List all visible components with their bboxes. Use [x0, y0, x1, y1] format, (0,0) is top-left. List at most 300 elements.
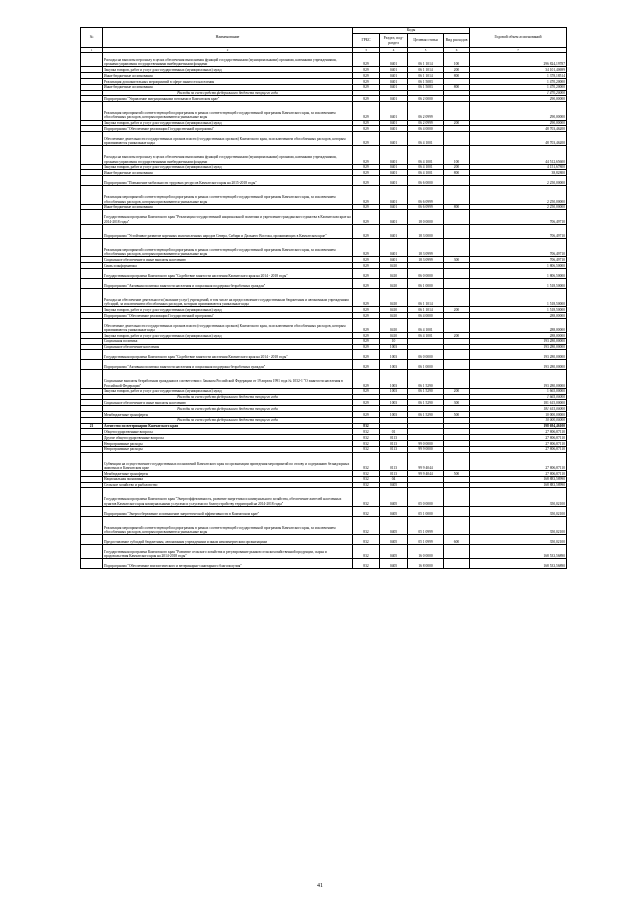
row-amount: 48 703,46200 [470, 132, 567, 146]
row-grbs: 829 [353, 102, 380, 120]
row-name: Реализация мероприятий соответствующей подпрограммы в рамках соответствующей государственной программы Камчатского края, за исключением обособленных расходов, которым присваиваются уникальные коды [103, 238, 353, 256]
header-idx-3: 3 [353, 48, 380, 53]
table-row [81, 452, 567, 470]
row-grbs: 829 [353, 318, 380, 332]
table-row [81, 238, 567, 256]
row-amount: 288,00000 [470, 318, 567, 332]
document-page [80, 27, 566, 569]
header-idx-2: 2 [103, 48, 353, 53]
row-grbs: 829 [353, 338, 380, 344]
row-razdel: 0410 [380, 268, 408, 278]
row-target: 06 1 1014 [408, 67, 444, 73]
row-name: Сельское хозяйство и рыболовство [103, 482, 353, 488]
row-amount: 706,49710 [470, 224, 567, 238]
row-name: Закупка товаров, работ и услуг для государственных (муниципальных) нужд [103, 120, 353, 126]
row-razdel: 0401 [380, 96, 408, 102]
table-row [81, 506, 567, 516]
row-razdel: 0405 [380, 506, 408, 516]
row-razdel: 1003 [380, 360, 408, 370]
row-name: Расходы на обеспечение деятельности (оказание услуг) учреждений, в том числе на предоставление государственным бюджетным и автономным учреждениям субсидий, за исключением обособленных расходов, которым присваиваются уникальные коды [103, 288, 353, 306]
row-razdel: 04 [380, 476, 408, 482]
row-vid [444, 370, 470, 388]
row-vid [444, 288, 470, 306]
row-razdel: 0410 [380, 288, 408, 306]
row-grbs: 832 [353, 470, 380, 476]
table-row [81, 535, 567, 545]
row-name: Подпрограмма "Повышение мобильности трудовых ресурсов Камчатского края на 2015-2018 годы" [103, 176, 353, 186]
row-vid [444, 102, 470, 120]
row-target: 06 4 0000 [408, 126, 444, 132]
row-amount: 706,49710 [470, 257, 567, 263]
row-grbs: 832 [353, 482, 380, 488]
row-grbs: 829 [353, 96, 380, 102]
row-razdel: 0401 [380, 164, 408, 170]
row-vid: 200 [444, 164, 470, 170]
row-razdel: 0113 [380, 435, 408, 441]
row-razdel: 0401 [380, 132, 408, 146]
row-target: 06 2 0000 [408, 96, 444, 102]
row-number [81, 146, 103, 164]
row-target: 06 1 0000 [408, 360, 444, 370]
header-num: № [81, 28, 103, 48]
row-grbs: 832 [353, 452, 380, 470]
row-target: 18 3 0000 [408, 224, 444, 238]
row-grbs: 829 [353, 313, 380, 319]
row-amount: 34 101,40699 [470, 67, 567, 73]
row-number [81, 102, 103, 120]
row-number [81, 370, 103, 388]
row-name: Государственная программа Камчатского края "Энергоэффективность, развитие энергетики и коммунального хозяйства, обеспечение жителей населенных пунктов Камчатского края коммунальными услугами и услугами по благоустройству территорий на 2014-2018 годы" [103, 488, 353, 506]
row-name: Расходы за счет средств федерального бюджета текущего года [103, 406, 353, 412]
row-grbs: 832 [353, 429, 380, 435]
row-target: 18 3 0999 [408, 257, 444, 263]
row-target: 06 1 0000 [408, 278, 444, 288]
row-number [81, 350, 103, 360]
row-amount: 27 806,87110 [470, 435, 567, 441]
row-grbs: 829 [353, 370, 380, 388]
row-target: 06 1 1014 [408, 53, 444, 67]
table-row [81, 516, 567, 534]
table-body [81, 53, 567, 569]
row-razdel: 0405 [380, 545, 408, 559]
row-target: 06 4 1001 [408, 146, 444, 164]
row-number [81, 516, 103, 534]
row-target: 06 1 5083 [408, 78, 444, 84]
table-row [81, 132, 567, 146]
row-razdel: 0401 [380, 238, 408, 256]
row-number [81, 535, 103, 545]
row-vid [444, 132, 470, 146]
row-name: Обеспечение деятельности государственных органов власти (государственных органов) Камчатского края, за исключением обособленных расходов, которым присваиваются уникальные коды [103, 318, 353, 332]
row-number [81, 132, 103, 146]
row-amount: 168 883,58990 [470, 482, 567, 488]
row-name: Социальные выплаты безработным гражданам в соответствии с Законом Российской Федерации от 19 апреля 1991 года № 1032-1 "О занятости населения в Российской Федерации" [103, 370, 353, 388]
row-name: Закупка товаров, работ и услуг для государственных (муниципальных) нужд [103, 333, 353, 339]
row-grbs: 829 [353, 186, 380, 204]
row-razdel: 0410 [380, 313, 408, 319]
header-row-1 [81, 28, 567, 34]
row-vid [444, 545, 470, 559]
row-grbs: 829 [353, 164, 380, 170]
row-razdel: 1003 [380, 411, 408, 417]
row-vid [444, 224, 470, 238]
row-razdel: 0405 [380, 488, 408, 506]
row-name: Непрограммные расходы [103, 446, 353, 452]
table-row [81, 545, 567, 559]
row-target: 06 4 1001 [408, 333, 444, 339]
row-target: 16 8 0000 [408, 559, 444, 569]
row-target: 06 1 1014 [408, 73, 444, 79]
row-name: Реализация мероприятий соответствующей подпрограммы в рамках соответствующей государственной программы Камчатского края, за исключением обособленных расходов, которым присваиваются уникальные коды [103, 516, 353, 534]
row-grbs: 829 [353, 278, 380, 288]
row-target: 99 9 0000 [408, 446, 444, 452]
row-amount: 27 806,87110 [470, 470, 567, 476]
row-razdel: 10 [380, 338, 408, 344]
row-vid: 800 [444, 170, 470, 176]
row-vid: 300 [444, 400, 470, 406]
row-name: Предоставление субсидий бюджетным, автономным учреждениям и иным некоммерческим организациям [103, 535, 353, 545]
header-vid: Вид расходов [444, 34, 470, 48]
budget-table [80, 27, 567, 569]
row-vid: 800 [444, 204, 470, 210]
row-target: 99 9 4044 [408, 452, 444, 470]
row-name: Закупка товаров, работ и услуг для государственных (муниципальных) нужд [103, 67, 353, 73]
row-name: Обеспечение деятельности государственных органов власти (государственных органов) Камчатского края, за исключением обособленных расходов, которым присваиваются уникальные коды [103, 132, 353, 146]
row-target: 06 1 5290 [408, 388, 444, 394]
row-vid [444, 360, 470, 370]
row-target: 99 0 0000 [408, 440, 444, 446]
row-number [81, 268, 103, 278]
row-name: Межбюджетные трансферты [103, 411, 353, 417]
row-vid [444, 238, 470, 256]
row-name: Государственная программа Камчатского края "Содействие занятости населения Камчатского края на 2014 - 2018 годы" [103, 268, 353, 278]
table-row [81, 360, 567, 370]
table-row [81, 268, 567, 278]
row-name: Реализация мероприятий соответствующей подпрограммы в рамках соответствующей государственной программы Камчатского края, за исключением обособленных расходов, которым присваиваются уникальные коды [103, 102, 353, 120]
row-grbs: 829 [353, 204, 380, 210]
row-grbs: 832 [353, 446, 380, 452]
row-vid [444, 176, 470, 186]
row-name: Государственная программа Камчатского края "Содействие занятости населения Камчатского края на 2014 - 2018 годы" [103, 350, 353, 360]
row-razdel: 0401 [380, 224, 408, 238]
table-row [81, 186, 567, 204]
row-grbs: 832 [353, 476, 380, 482]
row-razdel: 0410 [380, 307, 408, 313]
header-codes: Коды [353, 28, 470, 34]
row-grbs: 829 [353, 132, 380, 146]
row-grbs: 832 [353, 535, 380, 545]
row-name: Межбюджетные трансферты [103, 470, 353, 476]
row-name: Расходы на выплаты персоналу в целях обеспечения выполнения функций государственными (муниципальными) органами, казенными учреждениями, органами управления государственными внебюджетными фондами [103, 53, 353, 67]
row-razdel: 0401 [380, 73, 408, 79]
row-amount: 350,02100 [470, 488, 567, 506]
row-name: Расходы за счет средств федерального бюджета текущего года [103, 90, 353, 96]
row-amount: 10 000,00000 [470, 417, 567, 423]
row-razdel: 0405 [380, 559, 408, 569]
row-razdel: 0401 [380, 102, 408, 120]
row-amount: 181 615,00000 [470, 400, 567, 406]
row-name: Реализация мероприятий соответствующей подпрограммы в рамках соответствующей государственной программы Камчатского края, за исключением обособленных расходов, которым присваиваются уникальные коды [103, 186, 353, 204]
header-idx-6: 6 [444, 48, 470, 53]
row-target: 06 6 0000 [408, 176, 444, 186]
row-razdel: 0410 [380, 263, 408, 269]
row-razdel: 0410 [380, 333, 408, 339]
row-amount: 1 518,50000 [470, 307, 567, 313]
row-name: Другие общегосударственные вопросы [103, 435, 353, 441]
row-target: 06 1 5290 [408, 411, 444, 417]
header-grbs: ГРБС [353, 34, 380, 48]
row-target: 06 6 0999 [408, 186, 444, 204]
row-vid: 800 [444, 84, 470, 90]
row-amount: 48 703,46200 [470, 126, 567, 132]
row-amount: 288,00000 [470, 313, 567, 319]
row-amount: 1 378,18514 [470, 73, 567, 79]
row-amount: 27 806,87110 [470, 440, 567, 446]
row-number [81, 506, 103, 516]
row-amount: 2 250,00000 [470, 204, 567, 210]
row-razdel: 1003 [380, 400, 408, 406]
row-amount: 350,02100 [470, 506, 567, 516]
row-amount: 350,02100 [470, 535, 567, 545]
row-amount: 296 824,19787 [470, 53, 567, 67]
row-razdel: 0410 [380, 318, 408, 332]
row-grbs: 829 [353, 224, 380, 238]
row-amount: 168 883,58990 [470, 476, 567, 482]
row-amount: 193 280,00000 [470, 338, 567, 344]
row-razdel: 0401 [380, 204, 408, 210]
row-amount: 290,00000 [470, 96, 567, 102]
row-amount: 2 250,00000 [470, 186, 567, 204]
row-name: Подпрограмма "Обеспечение эпизоотического и ветеринарно-санитарного благополучия" [103, 559, 353, 569]
row-razdel: 1003 [380, 370, 408, 388]
row-target: 06 4 1001 [408, 318, 444, 332]
row-grbs: 829 [353, 400, 380, 406]
row-grbs: 829 [353, 120, 380, 126]
row-razdel: 0401 [380, 78, 408, 84]
row-grbs: 829 [353, 288, 380, 306]
header-idx-1: 1 [81, 48, 103, 53]
row-razdel: 0401 [380, 257, 408, 263]
row-vid [444, 350, 470, 360]
row-target: 06 4 0000 [408, 313, 444, 319]
row-target: 06 1 5290 [408, 400, 444, 406]
row-target: 06 4 1001 [408, 170, 444, 176]
table-row [81, 288, 567, 306]
row-razdel: 0113 [380, 440, 408, 446]
table-row [81, 224, 567, 238]
header-target: Целевая статья [408, 34, 444, 48]
row-grbs: 829 [353, 360, 380, 370]
row-amount: 10 000,00000 [470, 411, 567, 417]
row-target: 99 9 4044 [408, 470, 444, 476]
header-idx-5: 5 [408, 48, 444, 53]
row-amount: 4 151,67800 [470, 164, 567, 170]
row-amount: 2 250,00000 [470, 176, 567, 186]
row-amount: 198 694,46100 [470, 423, 567, 429]
row-amount: 193 280,00000 [470, 344, 567, 350]
row-razdel: 0401 [380, 120, 408, 126]
row-grbs: 832 [353, 545, 380, 559]
row-number [81, 53, 103, 67]
row-vid [444, 210, 470, 224]
row-razdel: 0401 [380, 126, 408, 132]
row-amount: 290,00000 [470, 120, 567, 126]
row-amount: 181 615,00000 [470, 406, 567, 412]
row-target: 06 1 1014 [408, 288, 444, 306]
row-name: Иные бюджетные ассигнования [103, 84, 353, 90]
row-grbs: 829 [353, 67, 380, 73]
row-razdel: 0405 [380, 482, 408, 488]
table-row [81, 278, 567, 288]
row-target: 16 0 0000 [408, 545, 444, 559]
row-grbs: 832 [353, 516, 380, 534]
table-row [81, 370, 567, 388]
page-number: 41 [317, 883, 323, 889]
row-name: Подпрограмма "Активная политика занятости населения и социальная поддержка безработных граждан" [103, 278, 353, 288]
row-vid: 300 [444, 257, 470, 263]
row-target: 06 4 1001 [408, 164, 444, 170]
row-razdel: 0401 [380, 210, 408, 224]
row-name: Общегосударственные вопросы [103, 429, 353, 435]
row-amount: 27 806,87110 [470, 446, 567, 452]
row-grbs: 832 [353, 440, 380, 446]
row-vid [444, 506, 470, 516]
row-razdel: 0401 [380, 186, 408, 204]
row-amount: 168 533,56890 [470, 559, 567, 569]
row-vid [444, 559, 470, 569]
row-amount: 1 470,20000 [470, 84, 567, 90]
table-row [81, 210, 567, 224]
row-razdel: 0401 [380, 170, 408, 176]
row-grbs: 829 [353, 344, 380, 350]
row-grbs: 829 [353, 263, 380, 269]
row-grbs: 829 [353, 73, 380, 79]
row-vid: 100 [444, 53, 470, 67]
row-number [81, 210, 103, 224]
row-name: Государственная программа Камчатского края "Развитие сельского хозяйства и регулирование рынков сельскохозяйственной продукции, сырья и продовольствия Камчатского края на 2014-2018 годы" [103, 545, 353, 559]
row-name: Расходы за счет средств федерального бюджета текущего года [103, 417, 353, 423]
row-target: 05 1 0000 [408, 506, 444, 516]
row-target: 06 4 1001 [408, 132, 444, 146]
row-name: Социальное обеспечение и иные выплаты населению [103, 400, 353, 406]
row-razdel: 0113 [380, 446, 408, 452]
row-razdel: 0113 [380, 452, 408, 470]
row-amount: 1 518,50000 [470, 278, 567, 288]
row-number [81, 176, 103, 186]
row-target: 05 0 0000 [408, 488, 444, 506]
row-vid [444, 318, 470, 332]
row-amount: 1 665,00000 [470, 388, 567, 394]
row-razdel: 1003 [380, 388, 408, 394]
row-grbs: 829 [353, 53, 380, 67]
row-grbs: 829 [353, 146, 380, 164]
row-razdel: 0401 [380, 146, 408, 164]
table-row [81, 559, 567, 569]
row-vid: 500 [444, 411, 470, 417]
row-number [81, 224, 103, 238]
row-amount: 27 806,87110 [470, 429, 567, 435]
row-target: 05 1 0999 [408, 535, 444, 545]
row-grbs: 829 [353, 238, 380, 256]
row-amount: 38,82800 [470, 170, 567, 176]
row-vid: 200 [444, 120, 470, 126]
row-amount: 288,00000 [470, 333, 567, 339]
table-row [81, 53, 567, 67]
row-name: Агентство по ветеринарии Камчатского края [103, 423, 353, 429]
row-name: Социальное обеспечение населения [103, 344, 353, 350]
row-amount: 193 280,00000 [470, 360, 567, 370]
row-target: 06 1 5083 [408, 84, 444, 90]
row-razdel: 0410 [380, 278, 408, 288]
row-name: Подпрограмма "Активная политика занятости населения и социальная поддержка безработных граждан" [103, 360, 353, 370]
row-grbs: 832 [353, 423, 380, 429]
header-idx-7: 7 [470, 48, 567, 53]
row-amount: 1 806,50000 [470, 268, 567, 278]
row-number [81, 318, 103, 332]
row-vid: 100 [444, 146, 470, 164]
table-row [81, 488, 567, 506]
row-razdel: 1003 [380, 344, 408, 350]
row-name: Закупка товаров, работ и услуг для государственных (муниципальных) нужд [103, 164, 353, 170]
row-razdel: 0113 [380, 470, 408, 476]
row-vid: 200 [444, 333, 470, 339]
row-target: 06 0 0000 [408, 350, 444, 360]
row-name: Расходы на выплаты персоналу в целях обеспечения выполнения функций государственными (муниципальными) органами, казенными учреждениями, органами управления государственными внебюджетными фондами [103, 146, 353, 164]
row-amount: 706,49710 [470, 210, 567, 224]
row-razdel: 0401 [380, 84, 408, 90]
row-amount: 350,02100 [470, 516, 567, 534]
row-amount: 1 518,50000 [470, 288, 567, 306]
row-name: Национальная экономика [103, 476, 353, 482]
row-grbs: 829 [353, 411, 380, 417]
row-amount: 44 512,65600 [470, 146, 567, 164]
row-number: 21 [81, 423, 103, 429]
row-number [81, 452, 103, 470]
row-vid [444, 186, 470, 204]
header-razdel: Раздел, под-раздел [380, 34, 408, 48]
row-grbs: 829 [353, 176, 380, 186]
header-idx-4: 4 [380, 48, 408, 53]
row-grbs: 829 [353, 210, 380, 224]
row-vid: 500 [444, 470, 470, 476]
row-target: 06 2 0999 [408, 102, 444, 120]
row-razdel: 0401 [380, 176, 408, 186]
row-number [81, 288, 103, 306]
row-target: 06 1 5290 [408, 370, 444, 388]
row-grbs: 829 [353, 84, 380, 90]
row-grbs: 832 [353, 506, 380, 516]
row-name: Государственная программа Камчатского края "Реализация государственной национальной политики и укрепление гражданского единства в Камчатском крае на 2014-2018 годы" [103, 210, 353, 224]
row-name: Закупка товаров, работ и услуг для государственных (муниципальных) нужд [103, 307, 353, 313]
row-grbs: 829 [353, 333, 380, 339]
row-razdel: 0405 [380, 516, 408, 534]
row-name: Подпрограмма "Энергосбережение и повышение энергетической эффективности в Камчатском крае" [103, 506, 353, 516]
row-amount: 290,00000 [470, 102, 567, 120]
row-target: 18 3 0999 [408, 238, 444, 256]
row-name: Реализация дополнительных мероприятий в сфере занятости населения [103, 78, 353, 84]
row-grbs: 829 [353, 268, 380, 278]
row-name: Непрограммные расходы [103, 440, 353, 446]
row-vid [444, 268, 470, 278]
row-name: Подпрограмма "Обеспечение реализации Государственной программы" [103, 313, 353, 319]
row-number [81, 559, 103, 569]
row-grbs: 829 [353, 126, 380, 132]
row-vid: 200 [444, 388, 470, 394]
row-grbs: 832 [353, 559, 380, 569]
row-target: 06 1 1014 [408, 307, 444, 313]
table-row [81, 176, 567, 186]
row-vid: 600 [444, 535, 470, 545]
